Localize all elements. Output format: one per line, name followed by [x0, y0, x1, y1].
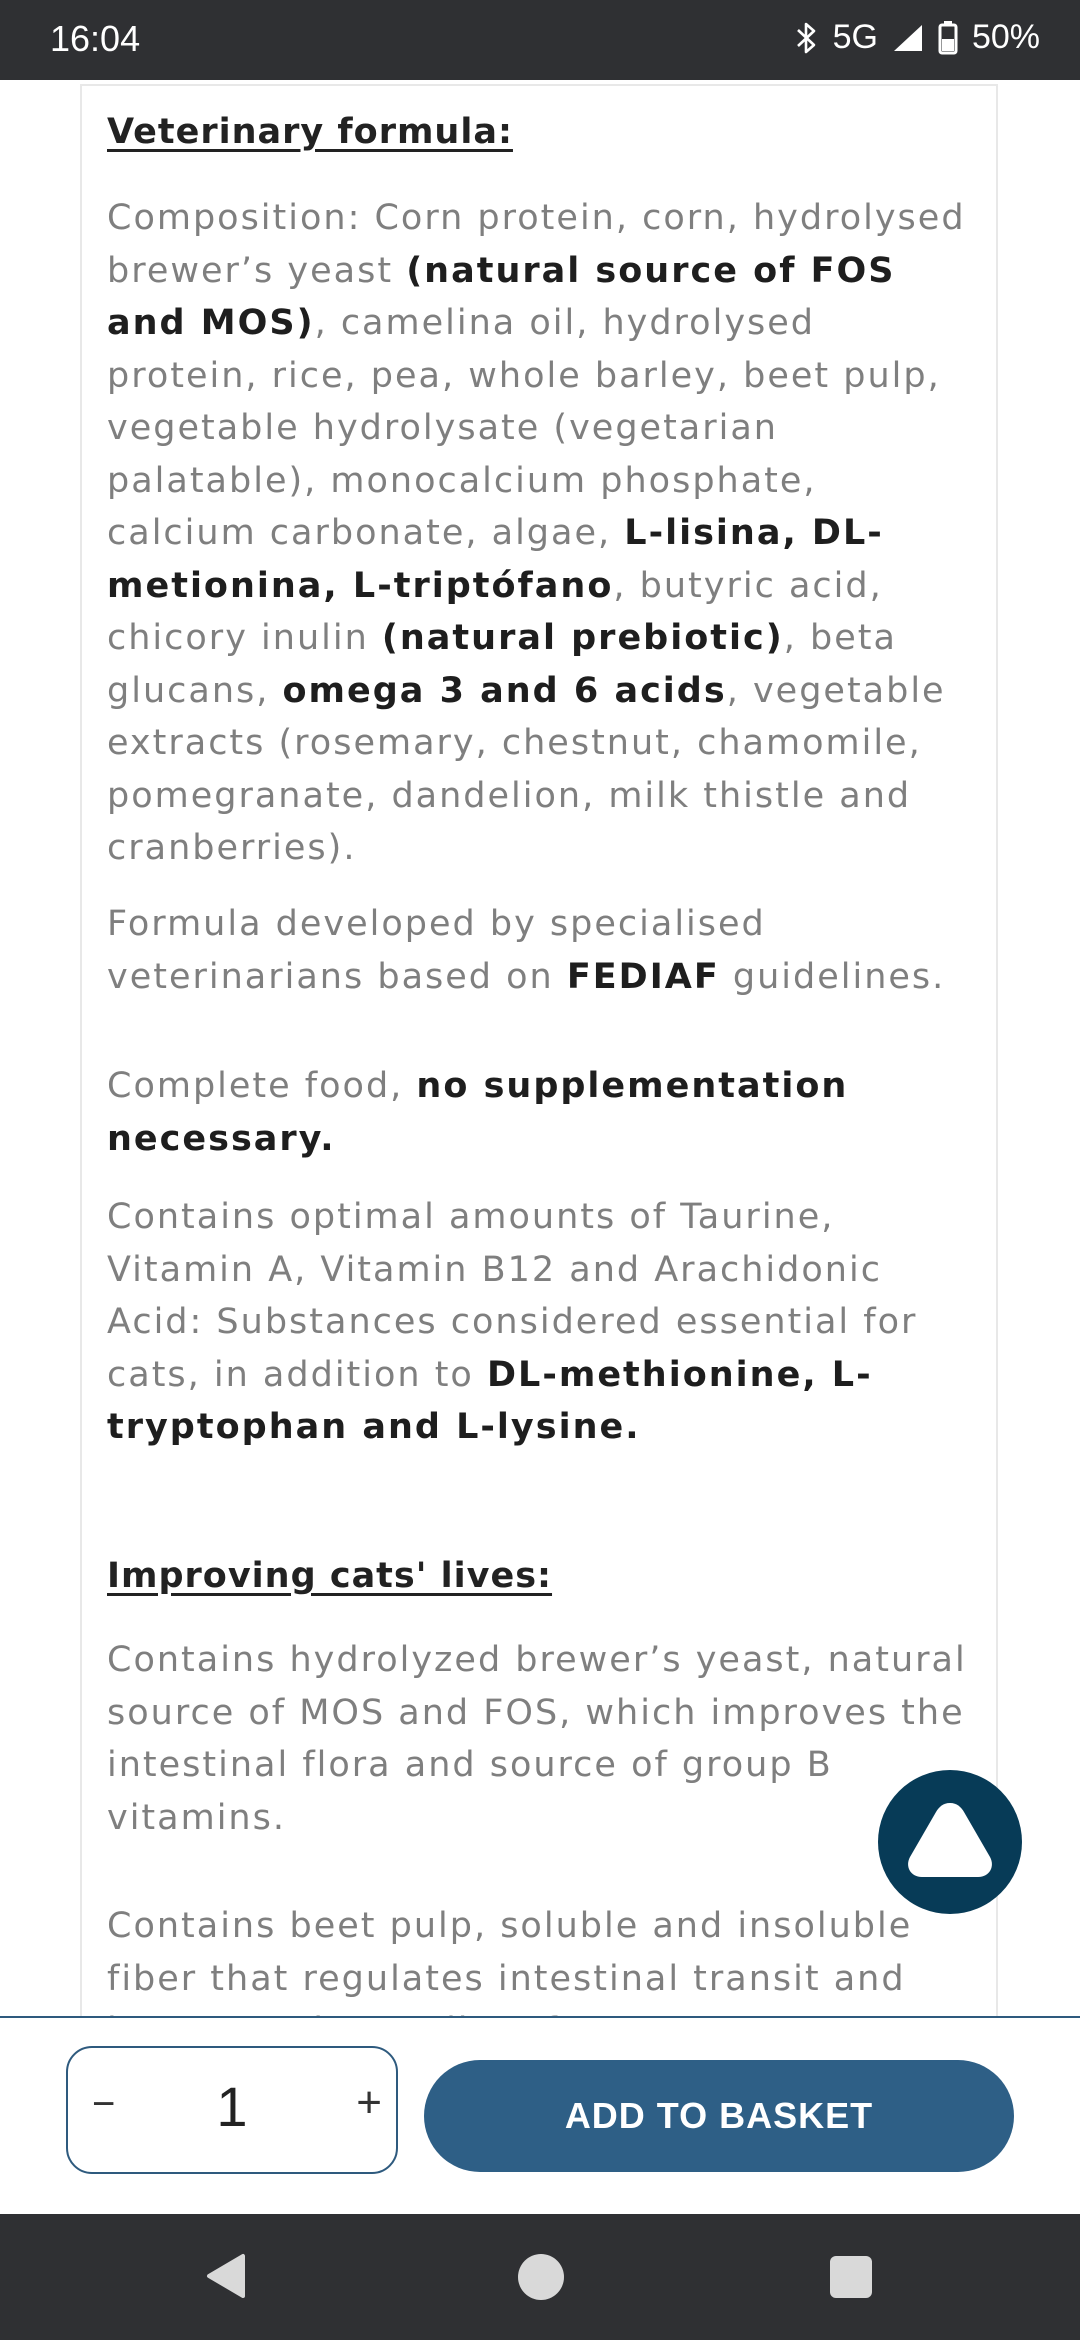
triangle-up-icon	[902, 1797, 998, 1887]
composition-text: Composition: Corn protein, corn, hydrolysed brewer’s yeast (natural source of FOS and MOS), camelina oil, hydrolysed protein, rice, pea, whole barley, beet pulp, vegetable hydrolysate (vegetarian palatable), monocalcium phosphate, calcium carbonate, algae, L-lisina, DL-metionina, L-triptófano, butyric acid, chicory inulin (natural prebiotic), beta glucans, omega 3 and 6 acids, vegetable extracts (rosemary, chestnut, chamomile, pomegranate, dandelion, milk thistle and cranberries).	[107, 198, 966, 868]
signal-icon	[892, 23, 924, 53]
formula-text: Formula developed by specialised veterinarians based on FEDIAF guidelines.	[107, 904, 946, 997]
quantity-stepper	[66, 2046, 398, 2174]
back-icon[interactable]	[203, 2252, 247, 2304]
veterinary-title: Veterinary formula:	[107, 112, 513, 152]
purchase-bar	[0, 2016, 1080, 2214]
status-bar	[0, 0, 1080, 80]
improving-title: Improving cats' lives:	[107, 1556, 553, 1596]
battery-level: 50%	[971, 18, 1040, 56]
complete-food-text: Complete food, no supplementation necessary.	[107, 1066, 849, 1159]
network-type: 5G	[832, 18, 878, 56]
quantity-value[interactable]: 1	[216, 2075, 248, 2138]
quantity-increase-button[interactable]: +	[356, 2078, 382, 2127]
quantity-decrease-button[interactable]: −	[92, 2082, 116, 2126]
veterinary-section	[107, 112, 977, 152]
improving-text-1: Contains hydrolyzed brewer’s yeast, natural source of MOS and FOS, which improves the intestinal flora and source of group B vitamins.	[107, 1640, 967, 1838]
contains-text: Contains optimal amounts of Taurine, Vitamin A, Vitamin B12 and Arachidonic Acid: Substances considered essential for cats, in addition to DL-methionine, L-tryptophan and L-lysine.	[107, 1197, 918, 1447]
improving-text-2: Contains beet pulp, soluble and insoluble fiber that regulates intestinal transit and	[107, 1906, 913, 1999]
add-to-basket-button[interactable]: ADD TO BASKET	[424, 2060, 1014, 2172]
product-description[interactable]	[0, 80, 1080, 2016]
home-icon[interactable]	[518, 2254, 564, 2300]
recent-apps-icon[interactable]	[830, 2256, 872, 2298]
scroll-top-button[interactable]	[878, 1770, 1022, 1914]
status-icons	[795, 18, 1040, 57]
system-nav-bar	[0, 2214, 1080, 2340]
status-time: 16:04	[50, 18, 141, 59]
bluetooth-icon	[795, 21, 819, 55]
battery-icon	[938, 21, 958, 55]
